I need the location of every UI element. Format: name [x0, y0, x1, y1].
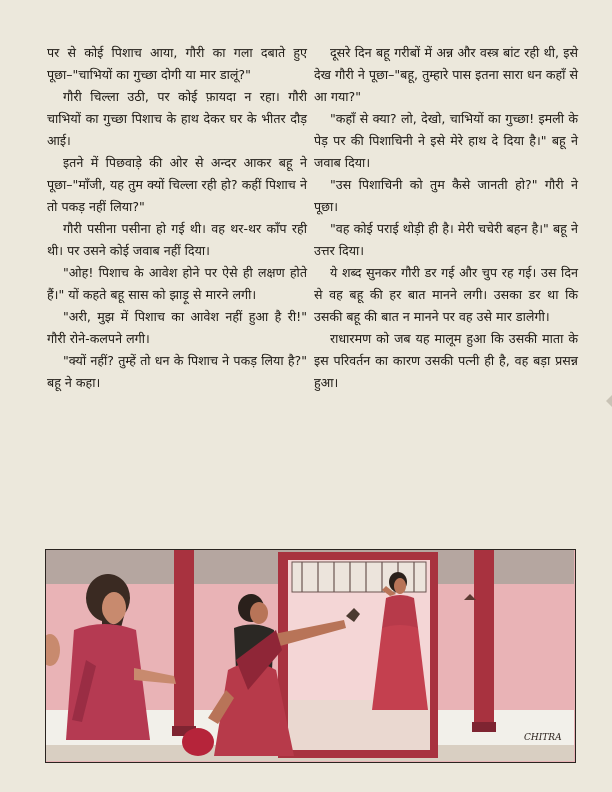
paragraph: "क्यों नहीं? तुम्हें तो धन के पिशाच ने पकड़ लिया है?" बहू ने कहा।	[47, 353, 307, 390]
paragraph: "कहाँ से क्या? लो, देखो, चाभियों का गुच्छा! इमली के पेड़ पर की पिशाचिनी ने इसे मेरे हाथ दे दिया है।" बहू ने जवाब दिया।	[314, 111, 578, 170]
paragraph: "ओह! पिशाच के आवेश होने पर ऐसे ही लक्षण होते हैं।" यों कहते बहू सास को झाड़ू से मारने लगी।	[47, 265, 307, 302]
paragraph: "वह कोई पराई थोड़ी ही है। मेरी चचेरी बहन है।" बहू ने उत्तर दिया।	[314, 221, 578, 258]
paragraph: गौरी पसीना पसीना हो गई थी। वह थर-थर काँप रही थी। पर उसने कोई जवाब नहीं दिया।	[47, 221, 307, 258]
right-pillar	[474, 550, 494, 728]
right-pillar-base	[472, 722, 496, 732]
right-text-column	[314, 42, 578, 394]
paragraph: "उस पिशाचिनी को तुम कैसे जानती हो?" गौरी ने पूछा।	[314, 177, 578, 214]
left-pillar	[174, 550, 194, 732]
page-edge-mark	[604, 395, 612, 407]
paragraph: राधारमण को जब यह मालूम हुआ कि उसकी माता के इस परिवर्तन का कारण उसकी पत्नी ही है, वह बड़ा प्रसन्न हुआ।	[314, 331, 578, 390]
paragraph: इतने में पिछवाड़े की ओर से अन्दर आकर बहू ने पूछा–"माँजी, यह तुम क्यों चिल्ला रही हो? कहीं पिशाच ने तो पकड़ नहीं लिया?"	[47, 155, 307, 214]
paragraph: पर से कोई पिशाच आया, गौरी का गला दबाते हुए पूछा–"चाभियों का गुच्छा दोगी या मार डालूं?"	[47, 45, 307, 82]
story-illustration	[45, 549, 576, 763]
paragraph: ये शब्द सुनकर गौरी डर गई और चुप रह गई। उस दिन से वह बहू की हर बात मानने लगी। उसका डर था कि उसकी बहू की बात न मानने पर वह उसे मार डालेगी।	[314, 265, 578, 324]
paragraph: "अरी, मुझ में पिशाच का आवेश नहीं हुआ है री!" गौरी रोने-कलपने लगी।	[47, 309, 307, 346]
left-text-column	[47, 42, 307, 394]
window-grill	[292, 562, 426, 592]
paragraph: गौरी चिल्ला उठी, पर कोई फ़ायदा न रहा। गौरी चाभियों का गुच्छा पिशाच के हाथ देकर घर के भीतर दौड़ आई।	[47, 89, 307, 148]
artist-signature: CHITRA	[524, 733, 562, 743]
illustration-scene	[46, 550, 574, 761]
paragraph: दूसरे दिन बहू गरीबों में अन्न और वस्त्र बांट रही थी, इसे देख गौरी ने पूछा–"बहू, तुम्हारे पास इतना सारा धन कहाँ से आ गया?"	[314, 45, 578, 104]
